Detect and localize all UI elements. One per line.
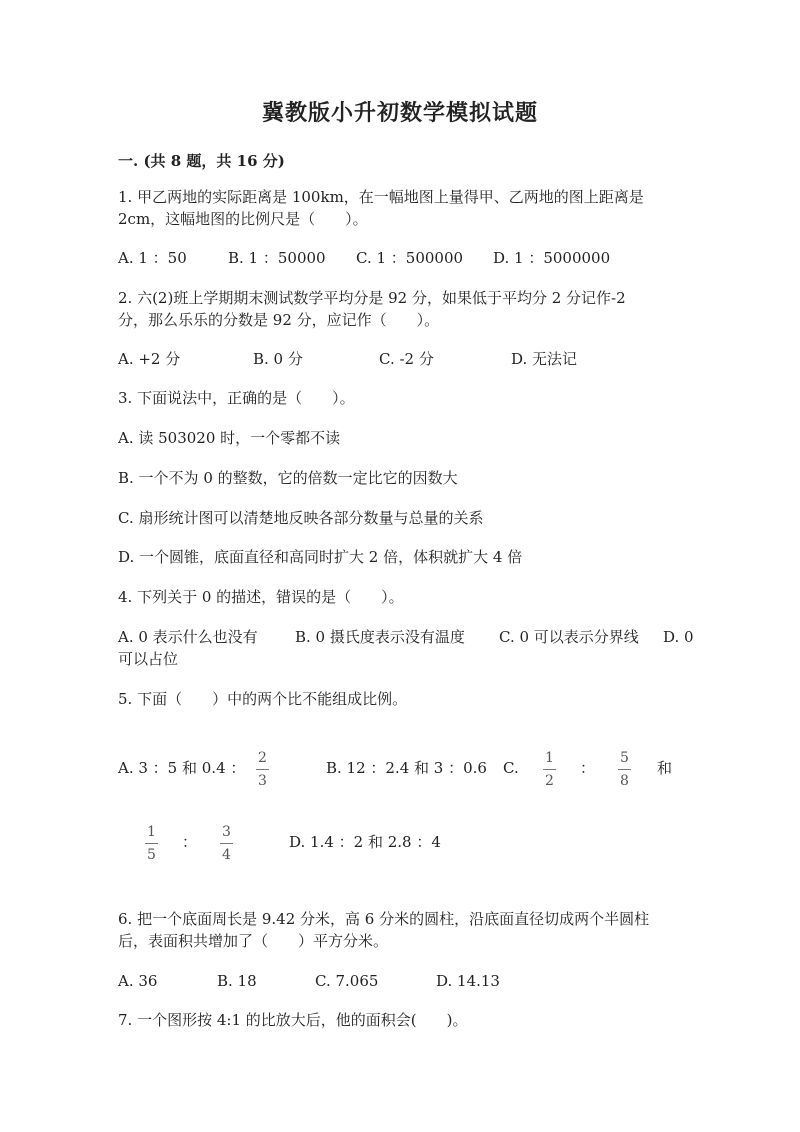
q4-option-d: D. 0 (663, 628, 694, 646)
q5-c-fraction-4 (220, 824, 233, 863)
fraction-bar (145, 843, 158, 844)
q3-option-a: A. 读 503020 时，一个零都不读 (118, 429, 341, 447)
q4-option-d-cont: 可以占位 (118, 650, 179, 668)
fraction-numerator: 1 (545, 750, 554, 766)
q5-c-and: 和 (657, 759, 673, 777)
section-heading: 一. (共 8 题，共 16 分) (118, 152, 285, 170)
q2-option-d: D. 无法记 (511, 350, 578, 368)
q1-option-c: C. 1 ：500000 (356, 249, 464, 267)
q3-option-b: B. 一个不为 0 的整数，它的倍数一定比它的因数大 (118, 469, 458, 487)
q3-option-d: D. 一个圆锥，底面直径和高同时扩大 2 倍，体积就扩大 4 倍 (118, 548, 523, 566)
q5-c-colon-2: ： (182, 833, 198, 851)
q6-option-c: C. 7.065 (315, 972, 379, 990)
q5-c-colon: ： (580, 759, 596, 777)
q2-option-c: C. -2 分 (379, 350, 434, 368)
q3-option-c: C. 扇形统计图可以清楚地反映各部分数量与总量的关系 (118, 509, 484, 527)
q5-option-d: D. 1.4 ：2 和 2.8 ：4 (289, 833, 441, 851)
q5-a-fraction (256, 750, 269, 789)
q4-option-c: C. 0 可以表示分界线 (499, 628, 639, 646)
fraction-numerator: 3 (222, 824, 231, 840)
q6-option-b: B. 18 (217, 972, 257, 990)
q5-c-fraction-3 (145, 824, 158, 863)
q1-option-b: B. 1 ：50000 (228, 249, 326, 267)
q2-stem-line2: 分，那么乐乐的分数是 92 分，应记作（ ）。 (118, 311, 440, 329)
fraction-bar (543, 769, 556, 770)
q4-option-a: A. 0 表示什么也没有 (118, 628, 258, 646)
q4-stem: 4. 下列关于 0 的描述，错误的是（ ）。 (118, 588, 404, 606)
fraction-numerator: 5 (620, 750, 629, 766)
page-title: 冀教版小升初数学模拟试题 (261, 100, 538, 126)
q1-stem-line2: 2cm，这幅地图的比例尺是（ ）。 (118, 210, 368, 228)
fraction-bar (220, 843, 233, 844)
q4-option-b: B. 0 摄氏度表示没有温度 (295, 628, 465, 646)
q6-stem-line2: 后，表面积共增加了（ ）平方分米。 (118, 932, 389, 950)
q1-option-a: A. 1 ：50 (118, 249, 187, 267)
q1-stem-line1: 1. 甲乙两地的实际距离是 100km，在一幅地图上量得甲、乙两地的图上距离是 (118, 188, 644, 206)
q7-stem: 7. 一个图形按 4:1 的比放大后，他的面积会( )。 (118, 1011, 468, 1029)
fraction-denominator: 8 (620, 773, 629, 789)
fraction-numerator: 2 (258, 750, 267, 766)
q6-option-d: D. 14.13 (436, 972, 500, 990)
fraction-denominator: 4 (222, 847, 231, 863)
q5-stem: 5. 下面（ ）中的两个比不能组成比例。 (118, 690, 408, 708)
q2-option-b: B. 0 分 (253, 350, 303, 368)
q5-option-a: A. 3 ：5 和 0.4 ： (118, 759, 246, 777)
q6-stem-line1: 6. 把一个底面周长是 9.42 分米，高 6 分米的圆柱，沿底面直径切成两个半圆柱 (118, 910, 650, 928)
q2-stem-line1: 2. 六(2)班上学期期末测试数学平均分是 92 分，如果低于平均分 2 分记作-2 (118, 289, 626, 307)
q3-stem: 3. 下面说法中，正确的是（ ）。 (118, 389, 355, 407)
q6-option-a: A. 36 (118, 972, 158, 990)
q5-option-b: B. 12 ：2.4 和 3 ：0.6 (326, 759, 487, 777)
q5-c-fraction-1 (543, 750, 556, 789)
fraction-numerator: 1 (147, 824, 156, 840)
fraction-denominator: 3 (258, 773, 267, 789)
q5-option-c: C. (503, 759, 519, 777)
fraction-bar (256, 769, 269, 770)
q5-c-fraction-2 (618, 750, 631, 789)
q2-option-a: A. +2 分 (118, 350, 181, 368)
fraction-denominator: 2 (545, 773, 554, 789)
fraction-bar (618, 769, 631, 770)
fraction-denominator: 5 (147, 847, 156, 863)
q1-option-d: D. 1 ：5000000 (493, 249, 611, 267)
